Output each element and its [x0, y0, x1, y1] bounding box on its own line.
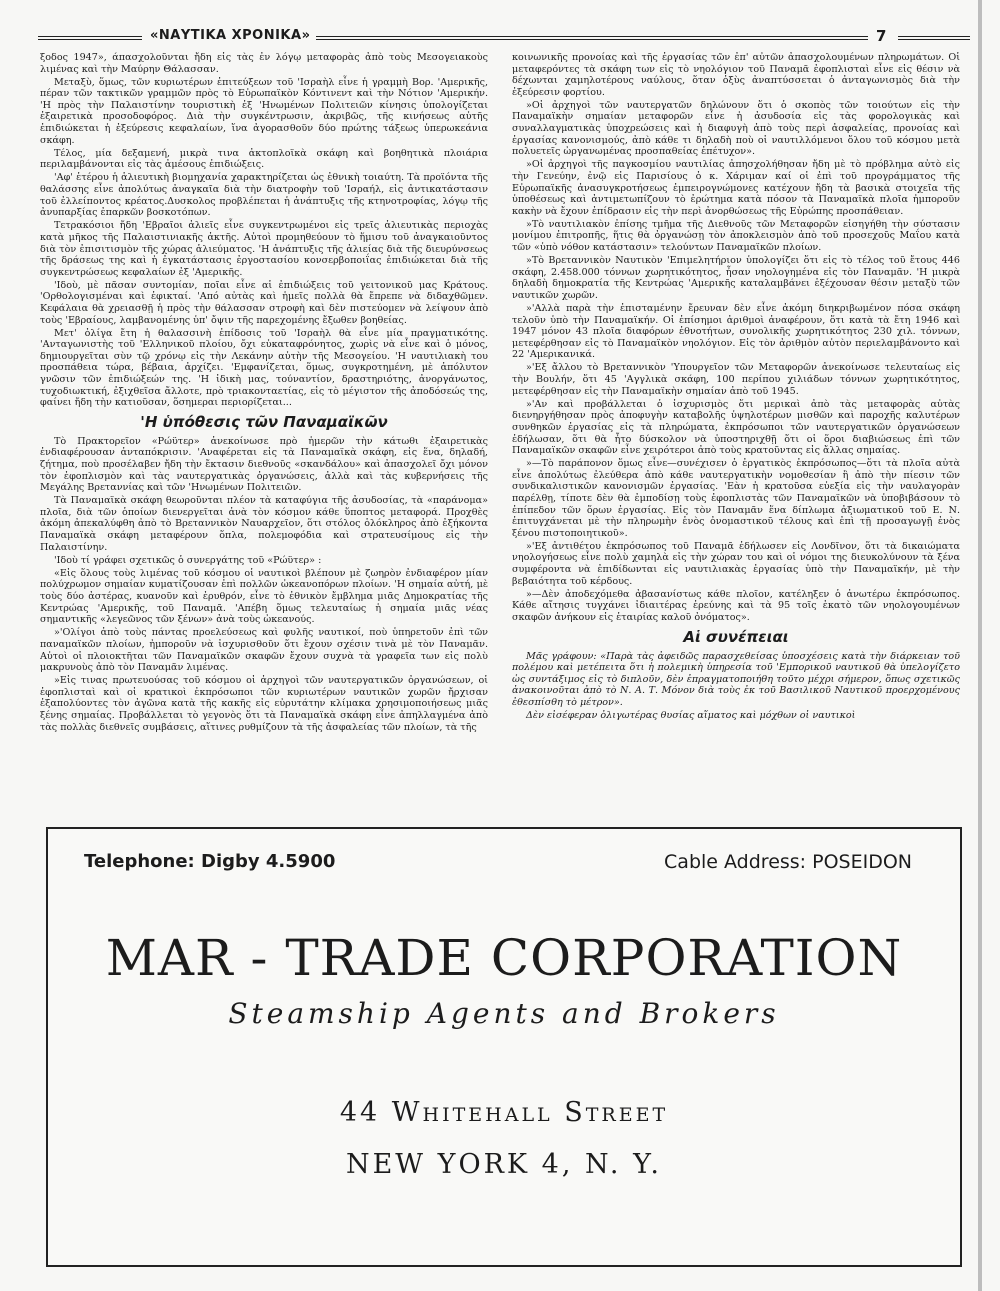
ad-cable-address: Cable Address: POSEIDON — [664, 851, 912, 873]
right-paragraph: Δὲν εἰσέφεραν ὀλιγωτέρας θυσίας αἵματος καὶ μόχθων οἱ ναυτικοὶ — [526, 709, 856, 721]
section-heading-consequences: Αἱ συνέπειαι — [683, 627, 789, 646]
section-heading-panamanian: 'Η ὑπόθεσις τῶν Παναμαϊκῶν — [140, 412, 388, 431]
left-column — [40, 52, 488, 814]
ad-street-address: 44 Whitehall Street — [339, 1097, 669, 1128]
right-paragraph: »—Δὲν ἀποδεχόμεθα ἀβασανίστως κάθε πλοῖον, κατέληξεν ὁ ἀνωτέρω ἐκπρόσωπος. Κάθε αἴτησις τυγχάνει ἰδιαιτέρας ἐρεύνης καὶ τὰ 95 τοῖς ἑκατὸ τῶν νηολογουμένων σκαφῶν ἀνήκουν εἰς ἑταιρίας καλοῦ ὀνόματος». — [512, 588, 960, 623]
right-column — [512, 52, 960, 814]
left-paragraph: Μεταξὺ, ὅμως, τῶν κυριωτέρων ἐπιτεύξεων τοῦ 'Ισραὴλ εἶνε ἡ γραμμὴ Βορ. 'Αμερικῆς, πέραν τῶν τακτικῶν γραμμῶν πρὸς τὸ Εὐρωπαϊκὸν Κόντινεντ καὶ τὴν Νότιον 'Αμερικήν. 'Η πρὸς τὴν Παλαιστίνην τουριστικὴ ἐξ 'Ηνωμένων Πολιτειῶν κίνησις ὑπολογίζεται ἐξαιρετικὰ προσοδοφόρος. Διὰ τὴν συγκέντρωσιν, ἀκριβῶς, τῆς κινήσεως αὐτῆς ἐπιδιώκεται ἡ ἐξεύρεσις κεφαλαίων, ἵνα ἀγορασθοῦν δύο πρώτης τάξεως ὑπερωκεάνια σκάφη. — [40, 76, 488, 146]
header-rule-end — [898, 36, 970, 40]
right-paragraph: Μᾶς γράφουν: «Παρὰ τὰς ἀφειδῶς παρασχεθείσας ὑποσχέσεις κατὰ τὴν διάρκειαν τοῦ πολέμου καὶ μετέπειτα ὅτι ἡ πολεμικὴ ὑπηρεσία τοῦ 'Εμπορικοῦ ναυτικοῦ θὰ ὑπελογίζετο ὡς συντάξιμος εἰς τὸ διπλοῦν, δὲν ἐπραγματοποιήθη τοῦτο μέχρι σήμερον, ὅπως σχετικῶς ἀνακοινοῦται ἀπὸ τὸ Ν. Α. Τ. Μόνον διὰ τοὺς ἐκ τοῦ Βασιλικοῦ Ναυτικοῦ προερχομένους ἐθεσπίσθη τὸ μέτρον». — [512, 650, 960, 708]
left-paragraph: 'Ιδοὺ τί γράφει σχετικῶς ὁ συνεργάτης τοῦ «Ρώϋτερ» : — [54, 554, 322, 566]
header-rule-right — [316, 36, 868, 40]
right-paragraph: »Τὸ ναυτιλιακὸν ἐπίσης τμῆμα τῆς Διεθνοῦς τῶν Μεταφορῶν εἰσηγήθη τὴν σύστασιν μονίμου ἐπιτροπῆς, ἥτις θὰ ὀργανώσῃ τὸν ἀποκλεισμὸν ἀπὸ τοῦ προσεχοῦς Μαΐου κατὰ τῶν «ὑπὸ νόθον κατάστασιν» τελούντων Παναμαϊκῶν πλοίων. — [512, 218, 960, 253]
advertisement-box — [46, 827, 962, 1267]
left-paragraph: Τετρακόσιοι ἤδη 'Εβραῖοι ἁλιεῖς εἶνε συγκεντρωμένοι εἰς τρεῖς ἁλιευτικὰς περιοχὰς κατὰ μῆκος τῆς Παλαιστινιακῆς ἀκτῆς. Αὐτοὶ προμηθεύουν τὸ ἥμισυ τοῦ ἀναγκαιοῦντος διὰ τὸν ἐπισιτισμὸν τῆς χώρας ἁλιεύματος. 'Η ἀνάπτυξις τῆς ἁλιείας διὰ τῆς διευρύνσεως τῆς δράσεως της καὶ ἡ ἐγκατάστασις ἐργοστασίου κονσερβοποιΐας ἐπιδιώκεται διὰ τῆς συγκεντρώσεως κεφαλαίων ἐξ 'Αμερικῆς. — [40, 220, 488, 278]
left-paragraph: Τὰ Παναμαϊκὰ σκάφη θεωροῦνται πλέον τὰ καταφύγια τῆς ἀσυδοσίας, τὰ «παράνομα» πλοῖα, διὰ τῶν ὁποίων διενεργεῖται ἀνὰ τὸν κόσμον κάθε ὕποπτος μεταφορά. Προχθὲς ἀκόμη ἀπεκαλύφθη ἀπὸ τὸ Βρεταννικὸν Ναυαρχεῖον, ὅτι στόλος ὁλόκληρος ἀπὸ ἐξήκοντα Παναμαϊκὰ σκάφη μεταφέρουν ὅπλα, πολεμοφόδια καὶ στρατευσίμους εἰς τὴν Παλαιστίνην. — [40, 495, 488, 553]
ad-telephone: Telephone: Digby 4.5900 — [84, 851, 336, 872]
page-header — [38, 28, 970, 48]
publication-title: «ΝΑΥΤΙΚΑ ΧΡΟΝΙΚΑ» — [150, 28, 311, 43]
left-paragraph: 'Ιδοὺ, μὲ πᾶσαν συντομίαν, ποῖαι εἶνε αἱ ἐπιδιώξεις τοῦ γειτονικοῦ μας Κράτους. 'Ορθολογισμέναι καὶ ἐφικταί. 'Από αὐτὰς καὶ ἡμεῖς πολλὰ θὰ ἔπρεπε νὰ διδαχθῶμεν. Κεφάλαια θὰ χρειασθῇ ἡ πρὸς τὴν θάλασσαν στροφὴ καὶ δὲν πιστεύομεν νὰ λείψουν ἀπὸ τοὺς 'Εβραίους, λαμβανομένης ὑπ' ὄψιν τῆς παρεχομένης ἔξωθεν βοηθείας. — [40, 279, 488, 326]
right-paragraph: »'Αν καὶ προβάλλεται ὁ ἰσχυρισμὸς ὅτι μερικαὶ ἀπὸ τὰς μεταφορὰς αὐτὰς διενηργήθησαν πρὸς ἀποφυγὴν καταβολῆς ὑψηλοτέρων μισθῶν καὶ παροχῆς καλυτέρων συνθηκῶν ἐργασίας εἰς τὰ πληρώματα, ἐκπρόσωποι τῶν ναυτεργατικῶν ὀργανώσεων ἐδήλωσαν, ὅτι θὰ ἦτο δύσκολον νὰ ὑποστηριχθῇ ὅτι οἱ ὅροι διαβιώσεως ἐπὶ τῶν Παναμαϊκῶν σκαφῶν εἶνε χειρότεροι ἀπὸ τοὺς κρατοῦντας εἰς ἄλλας σημαίας. — [512, 398, 960, 457]
right-paragraph: »Οἱ ἀρχηγοὶ τῶν ναυτεργατῶν δηλώνουν ὅτι ὁ σκοπὸς τῶν τοιούτων εἰς τὴν Παναμαϊκὴν σημαίαν μεταφορῶν εἶνε ἡ ἀσυδοσία εἰς τὰς φορολογικὰς καὶ συναλλαγματικὰς ὑποχρεώσεις καὶ ἡ διαφυγὴ ἀπὸ τοὺς περὶ ἀσφαλείας, προνοίας καὶ ἐργασίας κανονισμούς, ἀπὸ κάθε τι δηλαδὴ ποὺ οἱ ναυτιλλόμενοι ὅλου τοῦ κόσμου μετὰ πολυετεῖς ὠργανωμένας προσπαθείας ἐπέτυχον». — [512, 99, 960, 158]
left-paragraph: »Εἰς τινας πρωτευούσας τοῦ κόσμου οἱ ἀρχηγοὶ τῶν ναυτεργατικῶν ὀργανώσεων, οἱ ἐφοπλισταὶ καὶ οἱ κρατικοὶ ἐκπρόσωποι τῶν κυριωτέρων ναυτικῶν χωρῶν ἤρχισαν ἐξαπολύοντες τὸν ἀγῶνα κατὰ τῆς κακῆς εἰς εὐρυτάτην κλίμακα χρησιμοποιήσεως μιᾶς ξένης σημαίας. Προβάλλεται τὸ γεγονὸς ὅτι τὰ Παναμαϊκὰ σκάφη εἶνε ἀπηλλαγμένα ἀπὸ τὰς πολλὰς διεθνεῖς συμβάσεις, αἵτινες ρυθμίζουν τὰ τῆς ἀσφαλείας τῶν πλοίων, τὰ τῆς — [40, 675, 488, 733]
left-paragraph: »'Ολίγοι ἀπὸ τοὺς πάντας προελεύσεως καὶ φυλῆς ναυτικοί, ποὺ ὑπηρετοῦν ἐπὶ τῶν παναμαϊκῶν πλοίων, ἠμποροῦν νὰ ἰσχυρισθοῦν ὅτι ἔχουν σχέσιν τινὰ μὲ τὸν Παναμᾶν. Αὐτοὶ οἱ πλοιοκτῆται τῶν Παναμαϊκῶν σκαφῶν ἔχουν συχνὰ τὰ γραφεῖα των εἰς πολὺ μακρυνοὺς ἀπὸ τὸν Παναμᾶν λιμένας. — [40, 627, 488, 674]
right-paragraph: »'Εξ ἄλλου τὸ Βρεταννικὸν 'Υπουργεῖον τῶν Μεταφορῶν ἀνεκοίνωσε τελευταίως εἰς τὴν Βουλήν, ὅτι 45 'Αγγλικὰ σκάφη, 100 περίπου χιλιάδων τόννων χωρητικότητος, μετεφέρθησαν εἰς τὴν Παναμαϊκὴν σημαίαν ἀπὸ τοῦ 1945. — [512, 362, 960, 397]
right-paragraph: »'Αλλὰ παρὰ τὴν ἐπισταμένην ἔρευναν δὲν εἶνε ἀκόμη διηκριβωμένον πόσα σκάφη τελοῦν ὑπὸ τὴν Παναμαϊκήν. Οἱ ἐπίσημοι ἀριθμοὶ ἀναφέρουν, ὅτι κατὰ τὰ ἔτη 1946 καὶ 1947 μόνον 43 πλοῖα διαφόρων ἐθνοτήτων, συνολικῆς χωρητικότητος 230 χιλ. τόννων, μετεφέρθησαν εἰς τὸ Παναμαϊκὸν νηολόγιον. Εἰς τὸν ἀριθμὸν αὐτὸν περιελαμβάνοντο καὶ 22 'Αμερικανικά. — [512, 302, 960, 361]
right-paragraph: »'Εξ ἀντιθέτου ἐκπρόσωπος τοῦ Παναμᾶ ἐδήλωσεν εἰς Λονδῖνον, ὅτι τὰ δικαιώματα νηολογήσεως εἶνε πολὺ χαμηλὰ εἰς τὴν χώραν του καὶ οἱ νόμοι της διευκολύνουν τὰ ξένα συμφέροντα νὰ ἐπιδίδωνται εἰς ναυτιλιακὰς ἐργασίας ὑπὸ τὴν Παναμαϊκήν, μὲ τὴν βεβαιότητα τοῦ κέρδους. — [512, 540, 960, 587]
page-number: 7 — [876, 27, 887, 45]
ad-tagline: Steamship Agents and Brokers — [228, 997, 780, 1030]
left-paragraph: Τὸ Πρακτορεῖον «Ρώϋτερ» ἀνεκοίνωσε πρὸ ἡμερῶν τὴν κάτωθι ἐξαιρετικὰς ἐνδιαφέρουσαν ἀνταπόκρισιν. 'Αναφέρεται εἰς τὰ Παναμαϊκὰ σκάφη, εἰς ἕνα, δηλαδή, ζήτημα, ποὺ προσέλαβεν ἤδη τὴν ἔκτασιν διεθνοῦς «σκανδάλου» καὶ ἀπασχολεῖ ὄχι μόνον τὸν ἐφοπλισμὸν καὶ τὰς ναυτεργατικὰς ὀργανώσεις, ἀλλὰ καὶ τὰς κυβερνήσεις τῆς Μεγάλης Βρεταννίας καὶ τῶν 'Ηνωμένων Πολιτειῶν. — [40, 435, 488, 494]
left-paragraph: Τέλος, μία δεξαμενή, μικρὰ τινα ἀκτοπλοϊκὰ σκάφη καὶ βοηθητικὰ πλοιάρια περιλαμβάνονται εἰς τὰς ἀμέσους ἐπιδιώξεις. — [40, 147, 488, 171]
header-rule-left — [38, 36, 142, 40]
right-paragraph: »Οἱ ἀρχηγοὶ τῆς παγκοσμίου ναυτιλίας ἀπησχολήθησαν ἤδη μὲ τὸ πρόβλημα αὐτὸ εἰς τὴν Γενεύην, ἐνῷ εἰς Παρισίους ὁ κ. Χάριμαν καί οἱ ἐπὶ τοῦ προγράμματος τῆς Εὐρωπαϊκῆς ἀνασυγκροτήσεως ἐμπειρογνώμονες κατέχουν ἤδη τὰ βασικὰ στοιχεῖα τῆς ὑποθέσεως καὶ ἀντιμετωπίζουν τὸ ἐρώτημα κατὰ πόσον τὰ Παναμαϊκὰ πλοῖα ἠμποροῦν κακὴν νὰ ἔχουν ἐπίδρασιν εἰς τὴν περὶ ἀνορθώσεως τῆς Εὐρώπης προσπάθειαν. — [512, 159, 960, 217]
left-paragraph: 'Αφ' ἑτέρου ἡ ἁλιευτικὴ βιομηχανία χαρακτηρίζεται ὡς ἐθνικὴ τοιαύτη. Τὰ προϊόντα τῆς θαλάσσης εἶνε ἀπολύτως ἀναγκαῖα διὰ τὴν διατροφὴν τοῦ 'Ισραήλ, εἰς ἀντικατάστασιν τοῦ ἐλλείποντος κρέατος.Δυσκολος προβλέπεται ἡ ἀνάπτυξις τῆς κτηνοτροφίας, λόγῳ τῆς ἀνυπαρξίας ἐπαρκῶν βοσκοτόπων. — [40, 172, 488, 219]
left-paragraph: Μετ' ὀλίγα ἔτη ἡ θαλασσινὴ ἐπίδοσις τοῦ 'Ισραὴλ θὰ εἶνε μία πραγματικότης. 'Ανταγωνιστὴς τοῦ 'Ελληνικοῦ πλοίου, ὄχι εὐκαταφρόνητος, χωρὶς νὰ εἶνε καὶ ὁ μόνος, δημιουργεῖται σὺν τῷ χρόνῳ εἰς τὴν Λεκάνην αὐτὴν τῆς Μεσογείου. 'Η ναυτιλιακὴ του προσπάθεια τώρα, βέβαια, ἀρχίζει. 'Εμφανίζεται, ὅμως, συγκροτημένη, μὲ ἀπόλυτον γνῶσιν τῶν ἐπιδιώξεών της. 'Η ἰδικὴ μας, τούναντίον, δραστηριότης, ἀνοργάνωτος, τυχοδιωκτική, ἐξιχθεῖσα ἄλλοτε, πρὸ τριακονταετίας, εἰς τὸ μέγιστον τῆς ἀποδόσεώς της, φαίνει ἤδη τὴν κατιοῦσαν, ὅσημεραι περιορίζεται... — [40, 327, 488, 409]
right-paragraph: »—Τὸ παράπονον ὅμως εἶνε—συνέχισεν ὁ ἐργατικὸς ἐκπρόσωπος—ὅτι τὰ πλοῖα αὐτὰ εἶνε ἀπολύτως ἐλεύθερα ἀπὸ κάθε ναυτεργατικὴν νομοθεσίαν ἢ ἀπὸ τὴν πίεσιν τῶν συνδικαλιστικῶν κανονισμῶν ἐργασίας. 'Εὰν ἡ κρατοῦσα εὐεξία εἰς τὴν ναυλαγορὰν παρέλθῃ, τίποτε δὲν θὰ ἐμποδίσῃ τοὺς ἐφοπλιστὰς τῶν Παναμαϊκῶν νὰ ὑποβιβάσουν τὸ ἐπίπεδον τῶν ὅρων ἐργασίας. Εἰς τὸν Παναμᾶν ἕνα δίπλωμα ἀξιωματικοῦ τοῦ Ε. Ν. ἐπιτυγχάνεται μὲ τὴν πληρωμὴν ἑνὸς ὀνομαστικοῦ τέλους καὶ ἐπὶ τῇ προσαγωγῇ ἑνὸς ξένου πιστοποιητικοῦ». — [512, 458, 960, 539]
right-paragraph: κοινωνικῆς προνοίας καὶ τῆς ἐργασίας τῶν ἐπ' αὐτῶν ἀπασχολουμένων πληρωμάτων. Οἱ μεταφερόντες τὰ σκάφη των εἰς τὸ νηολόγιον τοῦ Παναμᾶ ἐφοπλισταὶ εἶνε εἰς θέσιν νὰ δέχωνται χαμηλοτέρους ναύλους, ὅταν ὀξὺς ἀναπτύσσεται ὁ ἀνταγωνισμὸς διὰ τὴν ἐξεύρεσιν φορτίου. — [512, 52, 960, 98]
ad-company-name: MAR - TRADE CORPORATION — [105, 929, 903, 987]
left-paragraph: «Εἰς ὅλους τοὺς λιμένας τοῦ κόσμου οἱ ναυτικοὶ βλέπουν μὲ ζωηρὸν ἐνδιαφέρον μίαν πολύχρωμον σημαίαν κυματίζουσαν ἐπὶ πολλῶν ὠκεανοπόρων πλοίων. 'Η σημαία αὐτή, μὲ τοὺς δύο ἀστέρας, κυανοῦν καὶ ἐρυθρόν, εἶνε τὸ ἐθνικὸν ἔμβλημα μιᾶς Δημοκρατίας τῆς Κεντρώας 'Αμερικῆς, τοῦ Παναμᾶ. 'Απέβη ὅμως τελευταίως ἡ σημαία μιᾶς νέας σημαντικῆς «λεγεῶνος τῶν ξένων» ἀνὰ τοὺς ὠκεανούς. — [40, 567, 488, 626]
ad-city: NEW YORK 4, N. Y. — [345, 1149, 663, 1180]
page-edge-shadow — [978, 0, 982, 1291]
right-paragraph: »Τὸ Βρεταννικὸν Ναυτικὸν 'Επιμελητήριον ὑπολογίζει ὅτι εἰς τὸ τέλος τοῦ ἔτους 446 σκάφη, 2.458.000 τόννων χωρητικότητος, ἦσαν νηολογημένα εἰς τὸν Παναμᾶν. 'Η μικρὰ δηλαδὴ δημοκρατία τῆς Κεντρώας 'Αμερικῆς καταλαμβάνει ἑξέχουσαν θέσιν μεταξὺ τῶν ναυτικῶν χωρῶν. — [512, 255, 960, 301]
left-paragraph: ξοδος 1947», άπασχολοῦνται ἤδη εἰς τὰς ἐν λόγῳ μεταφορὰς ἀπὸ τοὺς Μεσογειακοὺς λιμένας καὶ τὴν Μαύρην Θάλασσαν. — [40, 52, 488, 75]
